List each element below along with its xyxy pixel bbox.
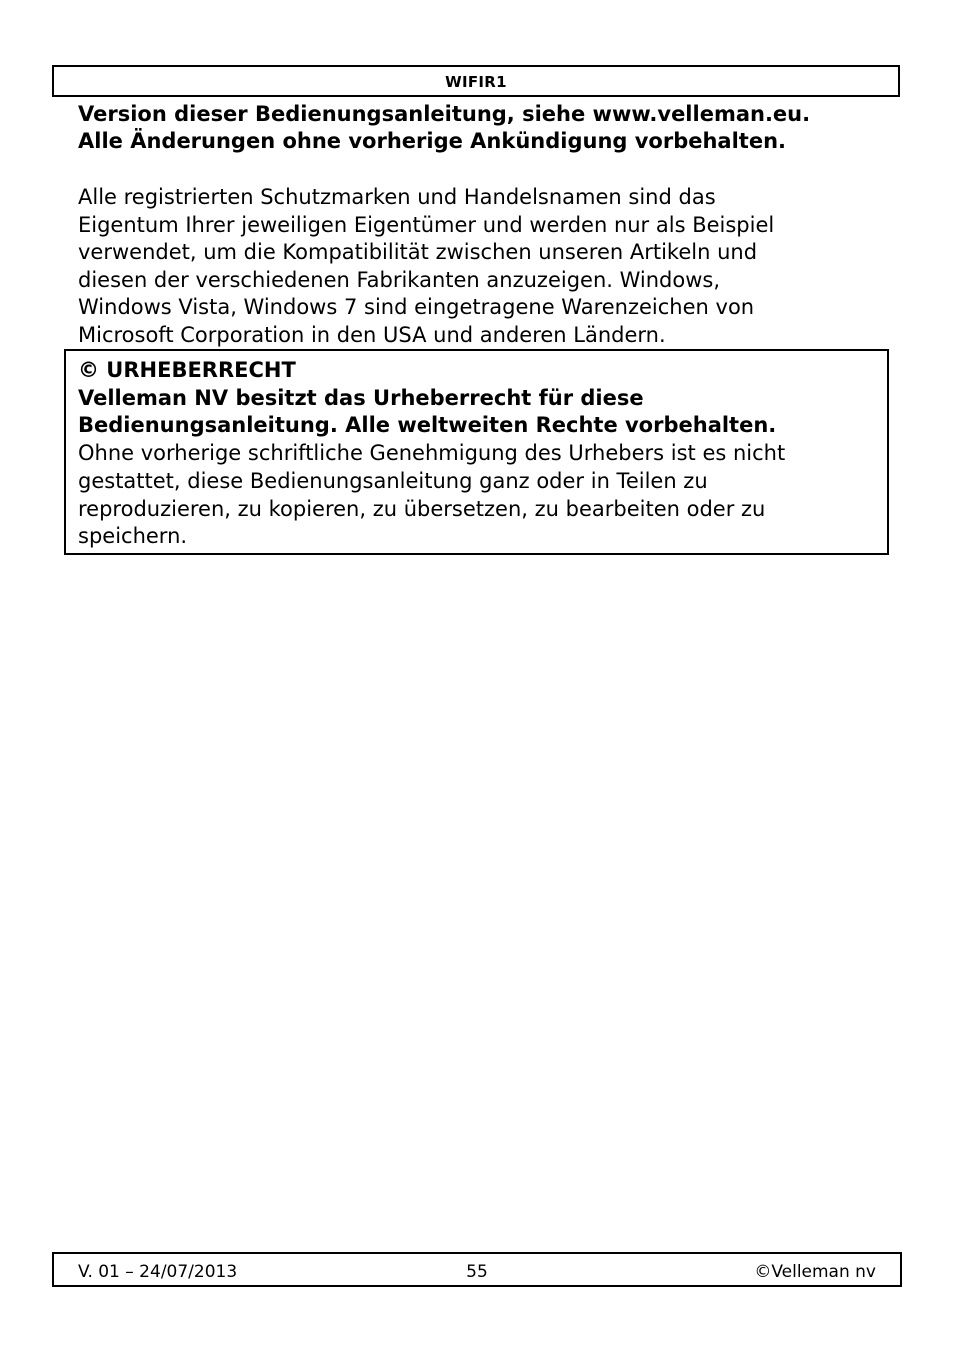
copyright-box xyxy=(64,349,889,555)
trademark-line: Eigentum Ihrer jeweiligen Eigentümer und werden nur als Beispiel xyxy=(78,212,775,237)
main-content xyxy=(78,101,878,349)
page-header xyxy=(52,65,900,97)
trademark-paragraph xyxy=(78,184,878,349)
trademark-line: Windows Vista, Windows 7 sind eingetragene Warenzeichen von xyxy=(78,295,755,319)
footer-version: V. 01 – 24/07/2013 xyxy=(78,1262,238,1282)
version-notice-line-2: Alle Änderungen ohne vorherige Ankündigung vorbehalten. xyxy=(78,129,787,153)
copyright-content xyxy=(78,357,868,551)
copyright-body-line: Ohne vorherige schriftliche Genehmigung des Urhebers ist es nicht xyxy=(78,441,786,466)
copyright-statement-line: Velleman NV besitzt das Urheberrecht für diese xyxy=(78,385,644,410)
trademark-line: verwendet, um die Kompatibilität zwischen unseren Artikeln und xyxy=(78,240,758,264)
trademark-line: Microsoft Corporation in den USA und anderen Ländern. xyxy=(78,322,666,347)
footer-company: ©Velleman nv xyxy=(754,1262,876,1282)
copyright-statement xyxy=(78,385,868,440)
footer-page-number: 55 xyxy=(466,1262,488,1282)
trademark-line: diesen der verschiedenen Fabrikanten anzuzeigen. Windows, xyxy=(78,267,721,292)
trademark-line: Alle registrierten Schutzmarken und Handelsnamen sind das xyxy=(78,185,716,209)
copyright-heading: © URHEBERRECHT xyxy=(78,358,296,382)
copyright-body-line: speichern. xyxy=(78,524,188,549)
copyright-body xyxy=(78,440,868,551)
product-code: WIFIR1 xyxy=(445,73,507,91)
copyright-body-line: reproduzieren, zu kopieren, zu übersetzen, zu bearbeiten oder zu xyxy=(78,496,766,521)
version-notice xyxy=(78,101,878,155)
version-notice-line-1: Version dieser Bedienungsanleitung, siehe www.velleman.eu. xyxy=(78,102,811,126)
copyright-statement-line: Bedienungsanleitung. Alle weltweiten Rechte vorbehalten. xyxy=(78,413,777,438)
copyright-body-line: gestattet, diese Bedienungsanleitung ganz oder in Teilen zu xyxy=(78,468,708,493)
page-footer xyxy=(52,1252,902,1287)
